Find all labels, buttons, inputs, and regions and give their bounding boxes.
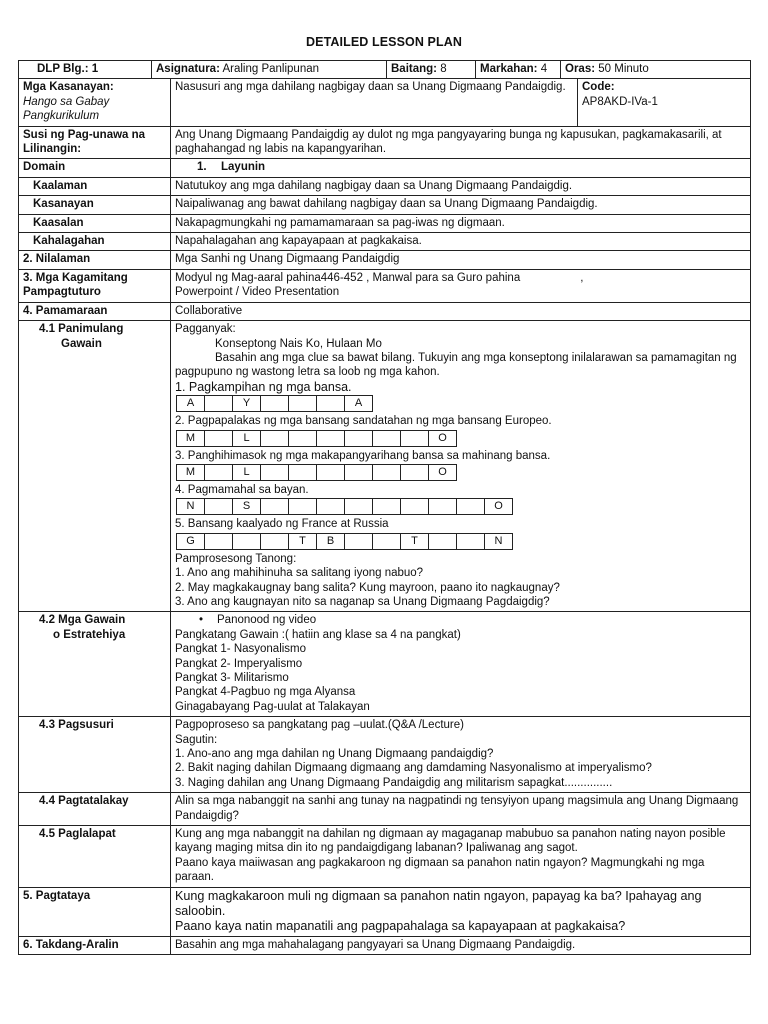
takdang-text: Basahin ang mga mahahalagang pangyayari sa Unang Digmaang Pandaigdig. bbox=[171, 936, 751, 954]
oras-cell bbox=[561, 61, 751, 79]
gawain-label1: 4.2 Mga Gawain bbox=[39, 614, 126, 627]
paglalapat-text-2: Paano kaya maiiwasan ang pagkakaroon ng digmaan sa panahon natin ngayon? Magmungkahi ng mga paraan. bbox=[175, 856, 705, 884]
asignatura-label: Asignatura: bbox=[156, 63, 220, 75]
kaalaman-label: Kaalaman bbox=[19, 177, 171, 195]
kasanayan-sub1: Hango sa Gabay bbox=[23, 95, 110, 108]
letter-box[interactable] bbox=[260, 498, 289, 515]
paglalapat-row bbox=[19, 826, 751, 888]
letter-box[interactable] bbox=[344, 430, 373, 447]
paglalapat-text-1: Kung ang mga nabanggit na dahilan ng digmaan ay magaganap mabubuo sa panahon nating nayon posible kayang maging mitsa din ito ng pandaigdigang labanan? Ipaliwanag ang sagot. bbox=[175, 828, 726, 855]
letter-box[interactable] bbox=[372, 430, 401, 447]
nilalaman-label: 2. Nilalaman bbox=[19, 251, 171, 269]
panimulang-label1: 4.1 Panimulang bbox=[39, 323, 124, 336]
clues-list bbox=[175, 380, 746, 550]
pagtatalakay-text: Alin sa mga nabanggit na sanhi ang tunay na nagpatindi ng tensyiyon upang magsimula ang Unang Digmaang Pandaigdig? bbox=[171, 793, 751, 826]
layunin-heading bbox=[171, 159, 751, 177]
letter-boxes-2 bbox=[176, 430, 746, 447]
kaalaman-row bbox=[19, 177, 751, 195]
domain-label: Domain bbox=[19, 159, 171, 177]
letter-box[interactable]: O bbox=[428, 430, 457, 447]
letter-box[interactable] bbox=[288, 430, 317, 447]
baitang-cell bbox=[387, 61, 476, 79]
gawain-label2: o Estratehiya bbox=[53, 628, 126, 641]
pagsusuri-content bbox=[171, 717, 751, 793]
kasanayan-domain-row bbox=[19, 196, 751, 214]
letter-box[interactable] bbox=[400, 498, 429, 515]
letter-boxes-4 bbox=[176, 498, 746, 515]
panimulang-label-cell bbox=[19, 321, 171, 612]
clue-text-1: 1. Pagkampihan ng mga bansa. bbox=[175, 379, 352, 394]
letter-box[interactable]: L bbox=[232, 464, 261, 481]
panimulang-label2: Gawain bbox=[61, 337, 102, 350]
kaasalan-label: Kaasalan bbox=[19, 214, 171, 232]
takdang-row bbox=[19, 936, 751, 954]
letter-box[interactable] bbox=[260, 430, 289, 447]
markahan-label: Markahan: bbox=[480, 63, 538, 75]
letter-box[interactable]: Y bbox=[232, 395, 261, 412]
pagtataya-row bbox=[19, 887, 751, 936]
letter-box[interactable] bbox=[260, 533, 289, 550]
letter-box[interactable] bbox=[428, 498, 457, 515]
letter-boxes-5 bbox=[176, 533, 746, 550]
letter-box[interactable]: G bbox=[176, 533, 205, 550]
question-2: 2. May magkakaugnay bang salita? Kung mayroon, paano ito nagkaugnay? bbox=[175, 581, 560, 594]
kasanayan-text: Nasusuri ang mga dahilang nagbigay daan sa Unang Digmaang Pandaigdig. bbox=[171, 79, 578, 126]
letter-box[interactable]: T bbox=[400, 533, 429, 550]
kaasalan-row bbox=[19, 214, 751, 232]
letter-box[interactable] bbox=[316, 395, 345, 412]
letter-box[interactable]: N bbox=[484, 533, 513, 550]
oras-value: 50 Minuto bbox=[598, 63, 649, 75]
kaasalan-text: Nakapagmungkahi ng pamamamaraan sa pag-iwas ng digmaan. bbox=[171, 214, 751, 232]
pagsusuri-line-2: Sagutin: bbox=[175, 733, 218, 746]
gawain-label-cell bbox=[19, 612, 171, 717]
asignatura-cell bbox=[152, 61, 387, 79]
susi-label: Susi ng Pag-unawa na Lilinangin: bbox=[19, 126, 171, 159]
letter-box[interactable] bbox=[344, 533, 373, 550]
letter-box[interactable] bbox=[316, 464, 345, 481]
susi-text: Ang Unang Digmaang Pandaigdig ay dulot ng mga pangyayaring bunga ng kapusukan, pagkamakasarili, at paghahangad ng labis na kapangyarihan. bbox=[171, 126, 751, 159]
letter-box[interactable]: M bbox=[176, 430, 205, 447]
panimulang-row bbox=[19, 321, 751, 612]
document-title: DETAILED LESSON PLAN bbox=[306, 35, 462, 49]
letter-box[interactable]: L bbox=[232, 430, 261, 447]
letter-box[interactable] bbox=[344, 464, 373, 481]
markahan-value: 4 bbox=[540, 63, 548, 75]
gawain-content bbox=[171, 612, 751, 717]
header-table bbox=[18, 60, 751, 79]
lesson-plan-table bbox=[18, 60, 750, 955]
pagsusuri-label: 4.3 Pagsusuri bbox=[19, 717, 171, 793]
pamamaraan-text: Collaborative bbox=[171, 302, 751, 320]
letter-box[interactable] bbox=[316, 498, 345, 515]
kahalagahan-row bbox=[19, 233, 751, 251]
gawain-line-4: Pangkat 3- Militarismo bbox=[175, 672, 289, 684]
asignatura-value: Araling Panlipunan bbox=[222, 63, 320, 75]
letter-box[interactable] bbox=[260, 464, 289, 481]
letter-box[interactable]: T bbox=[288, 533, 317, 550]
letter-box[interactable]: O bbox=[428, 464, 457, 481]
kasanayan-domain-label: Kasanayan bbox=[19, 196, 171, 214]
pagsusuri-line-5: 3. Naging dahilan ang Unang Digmaang Pandaigdig ang militarism sapagkat............... bbox=[175, 776, 613, 789]
pamamaraan-row bbox=[19, 302, 751, 320]
kagamitan-line1-tail: , bbox=[580, 271, 584, 284]
gawain-row bbox=[19, 612, 751, 717]
pagsusuri-row bbox=[19, 717, 751, 793]
letter-box[interactable]: N bbox=[176, 498, 205, 515]
letter-box[interactable] bbox=[204, 533, 233, 550]
paglalapat-content bbox=[171, 826, 751, 888]
domain-row bbox=[19, 159, 751, 177]
pagtataya-label: 5. Pagtataya bbox=[19, 887, 171, 936]
konsepto-title: Konseptong Nais Ko, Hulaan Mo bbox=[215, 337, 382, 350]
kasanayan-label: Mga Kasanayan: bbox=[23, 81, 114, 94]
pagtataya-content bbox=[171, 887, 751, 936]
letter-box[interactable] bbox=[372, 533, 401, 550]
clue-text-5: 5. Bansang kaalyado ng France at Russia bbox=[175, 518, 389, 531]
baitang-label: Baitang: bbox=[391, 63, 437, 75]
letter-box[interactable]: S bbox=[232, 498, 261, 515]
letter-box[interactable]: M bbox=[176, 464, 205, 481]
pamprosesong-heading: Pamprosesong Tanong: bbox=[175, 552, 297, 565]
pamamaraan-label: 4. Pamamaraan bbox=[19, 302, 171, 320]
header-row bbox=[19, 61, 751, 79]
letter-box[interactable] bbox=[204, 498, 233, 515]
letter-boxes-3 bbox=[176, 464, 746, 481]
takdang-label: 6. Takdang-Aralin bbox=[19, 936, 171, 954]
gawain-line-3: Pangkat 2- Imperyalismo bbox=[175, 657, 303, 670]
letter-box[interactable]: A bbox=[176, 395, 205, 412]
nilalaman-text: Mga Sanhi ng Unang Digmaang Pandaigdig bbox=[171, 251, 751, 269]
pagtatalakay-row bbox=[19, 793, 751, 826]
kagamitan-row bbox=[19, 269, 751, 302]
dlp-number: DLP Blg.: 1 bbox=[19, 61, 152, 79]
pagtataya-text-1: Kung magkakaroon muli ng digmaan sa panahon natin ngayon, papayag ka ba? Ipahayag ang saloobin. bbox=[175, 888, 702, 918]
letter-box[interactable] bbox=[372, 464, 401, 481]
code-value: AP8AKD-IVa-1 bbox=[582, 95, 658, 108]
kagamitan-line1 bbox=[175, 271, 746, 285]
letter-box[interactable] bbox=[288, 395, 317, 412]
letter-box[interactable]: O bbox=[484, 498, 513, 515]
letter-box[interactable] bbox=[288, 464, 317, 481]
pagtatalakay-label: 4.4 Pagtatalakay bbox=[19, 793, 171, 826]
pagsusuri-line-4: 2. Bakit naging dahilan Digmaang digmaang ang damdaming Nasyonalismo at imperyalismo? bbox=[175, 762, 652, 775]
nilalaman-row bbox=[19, 251, 751, 269]
letter-box[interactable] bbox=[400, 464, 429, 481]
letter-box[interactable] bbox=[344, 498, 373, 515]
konsepto-instruction: Basahin ang mga clue sa bawat bilang. Tukuyin ang mga konseptong inilalarawan sa pamamagitan ng pagpupuno ng wastong letra sa loob ng mga kahon. bbox=[175, 351, 737, 379]
panimulang-content bbox=[171, 321, 751, 612]
gawain-line-6: Ginagabayang Pag-uulat at Talakayan bbox=[175, 700, 370, 713]
pagsusuri-line-3: 1. Ano-ano ang mga dahilan ng Unang Digmaang pandaigdig? bbox=[175, 748, 494, 761]
letter-box[interactable]: A bbox=[344, 395, 373, 412]
letter-box[interactable] bbox=[204, 430, 233, 447]
letter-box[interactable] bbox=[428, 533, 457, 550]
question-1: 1. Ano ang mahihinuha sa salitang iyong nabuo? bbox=[175, 567, 424, 580]
letter-box[interactable] bbox=[316, 430, 345, 447]
letter-box[interactable] bbox=[232, 533, 261, 550]
question-3: 3. Ano ang kaugnayan nito sa naganap sa Unang Digmaang Pagdaigdig? bbox=[175, 595, 550, 608]
letter-box[interactable] bbox=[400, 430, 429, 447]
layunin-label: Layunin bbox=[221, 161, 266, 174]
pagtataya-text-2: Paano kaya natin mapanatili ang pagpapahalaga sa kapayapaan at pagkakaisa? bbox=[175, 918, 626, 933]
letter-box[interactable] bbox=[260, 395, 289, 412]
letter-box[interactable] bbox=[456, 498, 485, 515]
kasanayan-row bbox=[19, 79, 751, 126]
kahalagahan-text: Napahalagahan ang kapayapaan at pagkakaisa. bbox=[171, 233, 751, 251]
letter-box[interactable] bbox=[456, 533, 485, 550]
letter-boxes-1 bbox=[176, 395, 746, 412]
baitang-value: 8 bbox=[440, 63, 447, 75]
gawain-line-5: Pangkat 4-Pagbuo ng mga Alyansa bbox=[175, 686, 356, 699]
letter-box[interactable] bbox=[288, 498, 317, 515]
pagganyak-heading: Pagganyak: bbox=[175, 323, 236, 336]
clue-text-4: 4. Pagmamahal sa bayan. bbox=[175, 483, 309, 496]
layunin-number: 1. bbox=[197, 161, 207, 174]
kasanayan-label-cell bbox=[19, 79, 171, 126]
letter-box[interactable] bbox=[204, 464, 233, 481]
code-label: Code: bbox=[582, 81, 615, 94]
gawain-line-1: Pangkatang Gawain :( hatiin ang klase sa 4 na pangkat) bbox=[175, 628, 461, 641]
markahan-cell bbox=[476, 61, 561, 79]
letter-box[interactable] bbox=[372, 498, 401, 515]
oras-label: Oras: bbox=[565, 63, 596, 75]
kagamitan-label: 3. Mga Kagamitang Pampagtuturo bbox=[19, 269, 171, 302]
gawain-bullet: • Panonood ng video bbox=[175, 613, 746, 627]
clue-text-2: 2. Pagpapalakas ng mga bansang sandatahan ng mga bansang Europeo. bbox=[175, 415, 552, 428]
susi-row bbox=[19, 126, 751, 159]
kagamitan-line1-text: Modyul ng Mag-aaral pahina446-452 , Manwal para sa Guro pahina bbox=[175, 271, 521, 284]
letter-box[interactable]: B bbox=[316, 533, 345, 550]
paglalapat-label: 4.5 Paglalapat bbox=[19, 826, 171, 888]
clue-text-3: 3. Panghihimasok ng mga makapangyarihang bansa sa mahinang bansa. bbox=[175, 449, 551, 462]
kasanayan-sub2: Pangkurikulum bbox=[23, 110, 100, 123]
kasanayan-domain-text: Naipaliwanag ang bawat dahilang nagbigay daan sa Unang Digmaang Pandaigdig. bbox=[171, 196, 751, 214]
gawain-line-2: Pangkat 1- Nasyonalismo bbox=[175, 643, 307, 656]
pagsusuri-line-1: Pagpoproseso sa pangkatang pag –uulat.(Q&A /Lecture) bbox=[175, 719, 464, 732]
kahalagahan-label: Kahalagahan bbox=[19, 233, 171, 251]
kagamitan-cell bbox=[171, 269, 751, 302]
body-table bbox=[18, 78, 751, 955]
kaalaman-text: Natutukoy ang mga dahilang nagbigay daan sa Unang Digmaang Pandaigdig. bbox=[171, 177, 751, 195]
kagamitan-line2: Powerpoint / Video Presentation bbox=[175, 286, 340, 299]
code-cell bbox=[578, 79, 751, 126]
letter-box[interactable] bbox=[204, 395, 233, 412]
